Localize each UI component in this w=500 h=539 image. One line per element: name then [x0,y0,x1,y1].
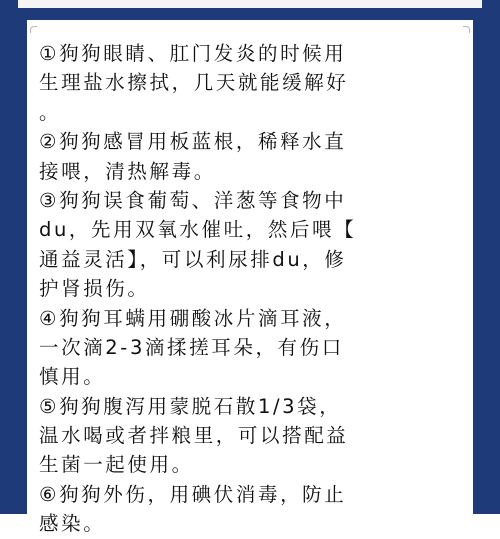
text-line: ③狗狗误食葡萄、洋葱等食物中 [39,188,347,212]
text-line: ⑤狗狗腹泻用蒙脱石散1/3袋， [39,394,342,418]
text-line: 慎用。 [39,365,106,389]
text-line: 生菌一起使用。 [39,453,194,477]
text-line: ⑥狗狗外伤，用碘伏消毒，防止 [39,482,347,506]
tips-text [39,39,439,539]
text-line: ④狗狗耳螨用硼酸冰片滴耳液， [39,306,347,330]
text-line: ②狗狗感冒用板蓝根，稀释水直 [39,130,347,154]
text-line: ①狗狗眼睛、肛门发炎的时候用 [39,42,347,65]
corner-mark-right [463,26,470,33]
text-line: 。 [39,100,62,124]
top-strip [18,0,482,8]
text-line: du，先用双氧水催吐，然后喂【 [39,218,357,242]
text-line: 护肾损伤。 [39,277,150,301]
text-line: 通益灵活】，可以利尿排du，修 [39,247,347,271]
text-line: 一次滴2-3滴揉搓耳朵，有伤口 [39,335,344,359]
text-line: 接喂，清热解毒。 [39,159,216,183]
text-line: 温水喝或者拌粮里，可以搭配益 [39,424,349,448]
corner-mark-left [30,26,37,33]
text-line: 感染。 [39,512,106,536]
text-line: 生理盐水擦拭，几天就能缓解好 [39,71,349,95]
